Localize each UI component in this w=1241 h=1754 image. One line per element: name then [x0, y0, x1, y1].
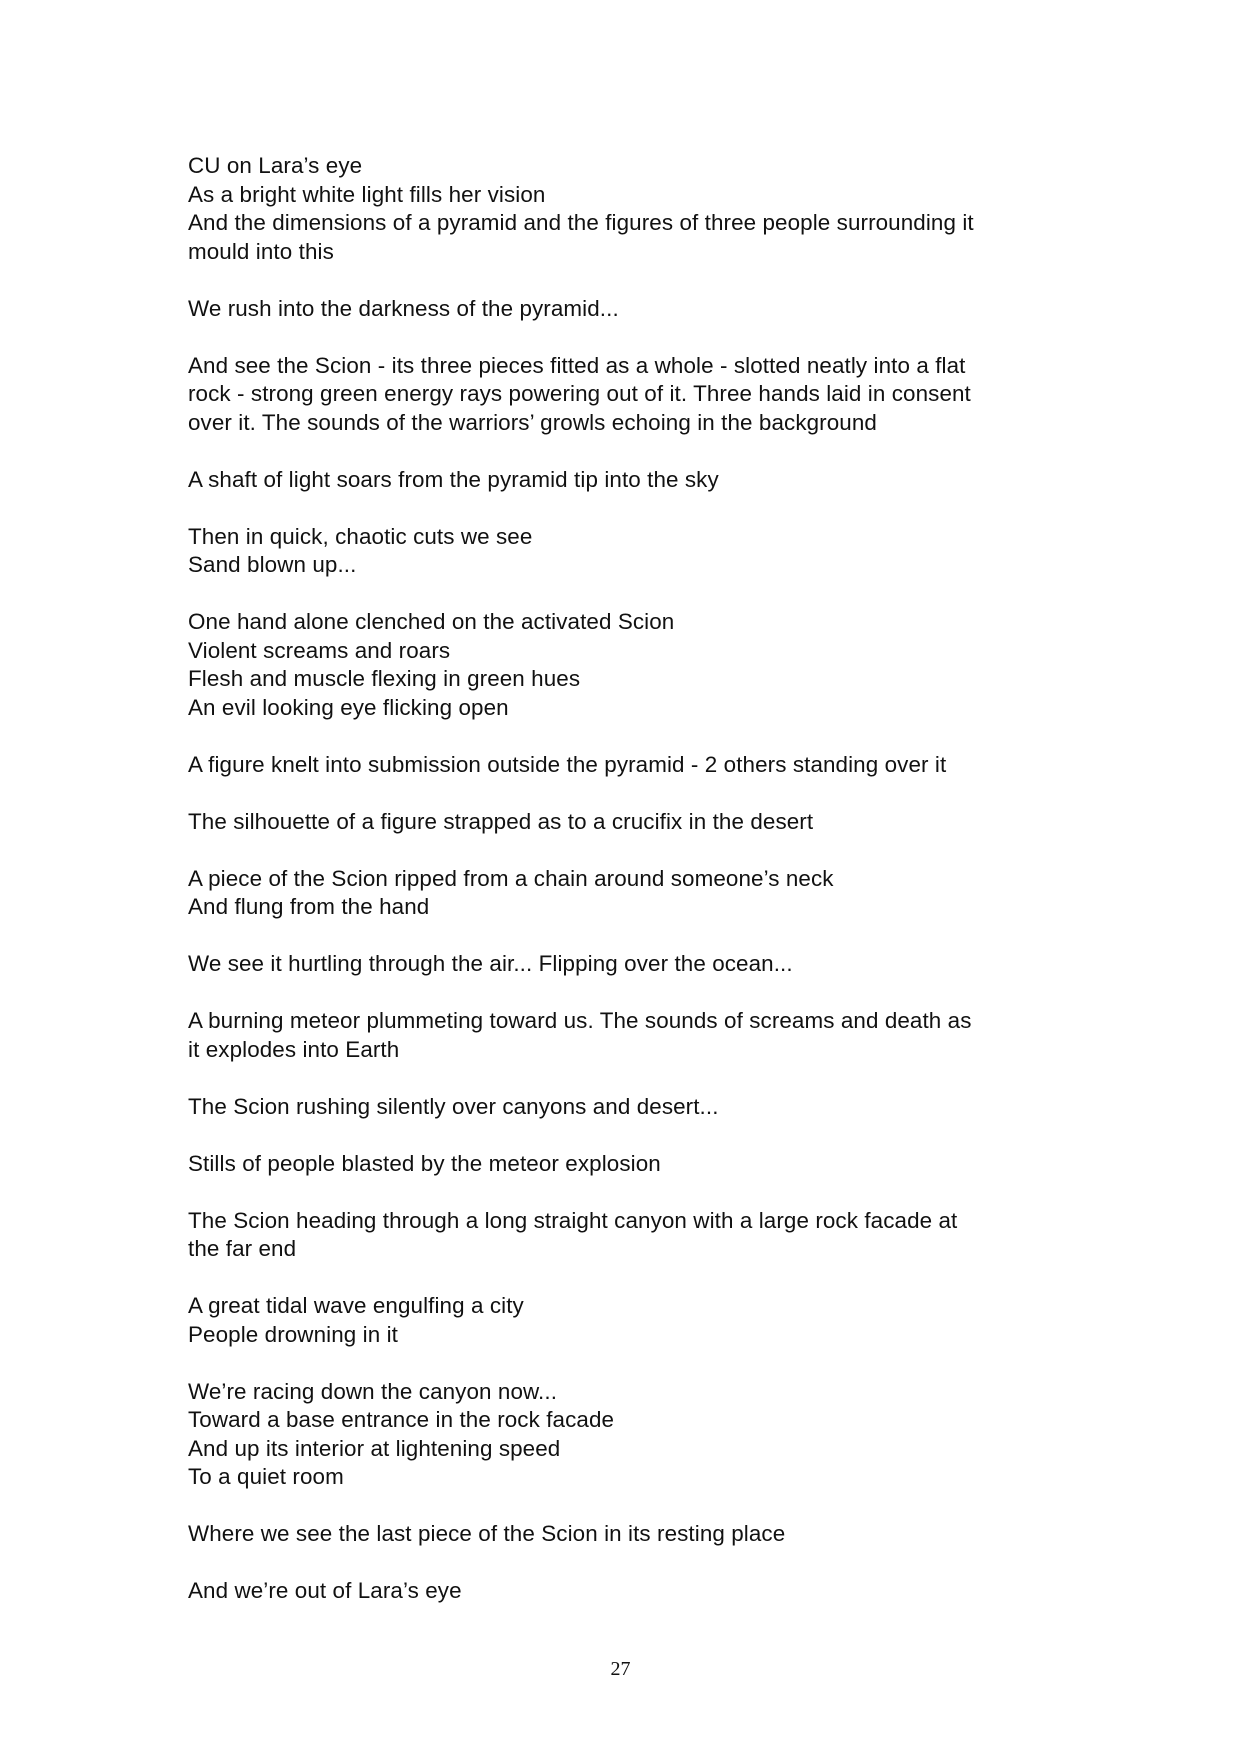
paragraph [188, 950, 1068, 979]
paragraph [188, 1093, 1068, 1122]
text-line: it explodes into Earth [188, 1036, 400, 1062]
paragraph [188, 808, 1068, 837]
paragraph [188, 1150, 1068, 1179]
script-body [188, 152, 1068, 1634]
text-line: As a bright white light fills her vision [188, 181, 546, 207]
text-line: And see the Scion - its three pieces fitted as a whole - slotted neatly into a flat [188, 352, 966, 378]
text-line: A shaft of light soars from the pyramid tip into the sky [188, 466, 719, 492]
text-line: And up its interior at lightening speed [188, 1435, 561, 1461]
text-line: A figure knelt into submission outside the pyramid - 2 others standing over it [188, 751, 947, 777]
text-line: The Scion heading through a long straight canyon with a large rock facade at [188, 1207, 958, 1233]
paragraph [188, 1577, 1068, 1606]
paragraph [188, 865, 1068, 922]
paragraph [188, 1378, 1068, 1492]
text-line: A burning meteor plummeting toward us. The sounds of screams and death as [188, 1008, 972, 1033]
paragraph [188, 352, 1068, 438]
text-line: mould into this [188, 238, 334, 264]
paragraph [188, 1007, 1068, 1064]
text-line: Toward a base entrance in the rock facade [188, 1407, 615, 1432]
text-line: CU on Lara’s eye [188, 153, 363, 178]
text-line: the far end [188, 1236, 297, 1261]
paragraph [188, 608, 1068, 722]
paragraph [188, 751, 1068, 780]
text-line: An evil looking eye flicking open [188, 694, 509, 720]
page-number: 27 [610, 1658, 631, 1680]
text-line: And we’re out of Lara’s eye [188, 1578, 462, 1603]
text-line: People drowning in it [188, 1321, 398, 1347]
paragraph [188, 295, 1068, 324]
text-line: rock - strong green energy rays powering out of it. Three hands laid in consent [188, 381, 971, 406]
text-line: And the dimensions of a pyramid and the figures of three people surrounding it [188, 210, 974, 235]
text-line: We rush into the darkness of the pyramid... [188, 295, 619, 321]
text-line: Sand blown up... [188, 552, 357, 577]
text-line: We’re racing down the canyon now... [188, 1378, 558, 1404]
paragraph [188, 1292, 1068, 1349]
text-line: We see it hurtling through the air... Flipping over the ocean... [188, 951, 793, 976]
paragraph [188, 1207, 1068, 1264]
paragraph [188, 523, 1068, 580]
text-line: Violent screams and roars [188, 637, 451, 663]
text-line: over it. The sounds of the warriors’ growls echoing in the background [188, 409, 877, 435]
text-line: Stills of people blasted by the meteor explosion [188, 1150, 661, 1176]
paragraph [188, 152, 1068, 266]
paragraph [188, 1520, 1068, 1549]
text-line: The Scion rushing silently over canyons and desert... [188, 1093, 719, 1119]
text-line: To a quiet room [188, 1464, 344, 1489]
text-line: One hand alone clenched on the activated Scion [188, 609, 675, 634]
text-line: Where we see the last piece of the Scion in its resting place [188, 1521, 786, 1546]
text-line: The silhouette of a figure strapped as to a crucifix in the desert [188, 808, 814, 834]
text-line: And flung from the hand [188, 894, 430, 919]
text-line: A piece of the Scion ripped from a chain around someone’s neck [188, 865, 834, 891]
text-line: A great tidal wave engulfing a city [188, 1293, 524, 1318]
text-line: Then in quick, chaotic cuts we see [188, 523, 533, 549]
text-line: Flesh and muscle flexing in green hues [188, 666, 581, 691]
paragraph [188, 466, 1068, 495]
